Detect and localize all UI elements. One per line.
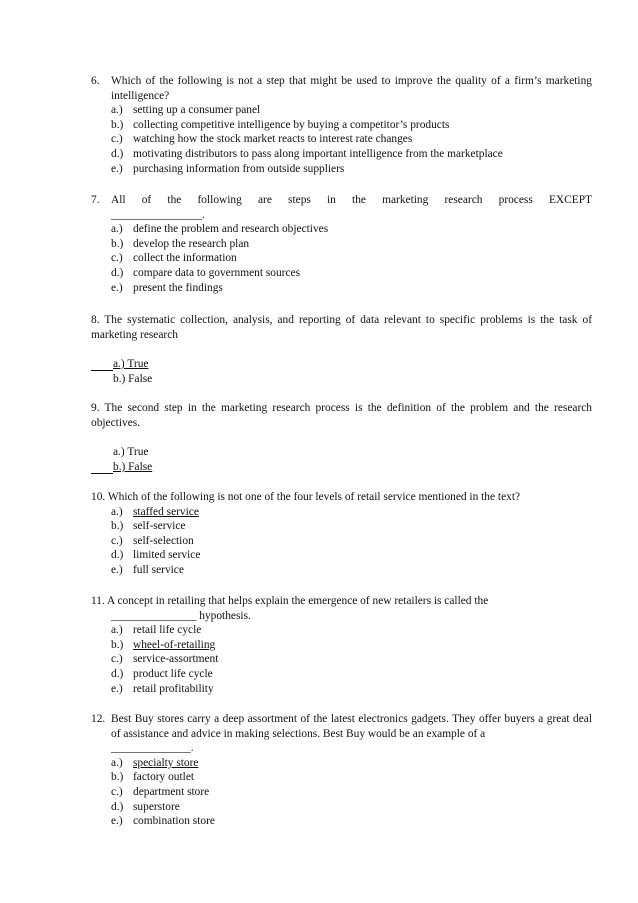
question-text: All of the following are steps in the marketing research process EXCEPT: [111, 194, 592, 206]
option-a: a.) specialty store: [111, 756, 199, 769]
option-d: d.) limited service: [111, 549, 201, 562]
option-e: e.) purchasing information from outside suppliers: [111, 162, 345, 175]
options-list: [111, 103, 592, 176]
options-list: [111, 756, 592, 829]
option-c: c.) collect the information: [111, 252, 237, 265]
options-list: [111, 505, 592, 578]
question-number: 12.: [91, 713, 106, 725]
option-d: d.) compare data to government sources: [111, 266, 300, 279]
option-a: a.) define the problem and research objectives: [111, 223, 329, 236]
question-text: 10. Which of the following is not one of the four levels of retail service mentioned in the text?: [91, 491, 521, 503]
option-e: e.) present the findings: [111, 281, 223, 294]
question-text: 11. A concept in retailing that helps explain the emergence of new retailers is called the: [91, 595, 489, 607]
option-true: a.) True: [113, 446, 149, 458]
answer-blank: _______________ hypothesis.: [111, 609, 251, 622]
option-c: c.) department store: [111, 785, 210, 798]
option-c: c.) self-selection: [111, 534, 194, 547]
question-11: [91, 594, 592, 696]
option-e: e.) full service: [111, 563, 184, 576]
option-false: b.) False: [91, 460, 152, 475]
question-8: 8. The systematic collection, analysis, and reporting of data relevant to specific problems is the task of marketing research: [91, 314, 592, 341]
option-a: a.) retail life cycle: [111, 624, 202, 637]
option-a: a.) setting up a consumer panel: [111, 104, 261, 117]
option-d: d.) product life cycle: [111, 667, 213, 680]
question-7: [91, 193, 592, 295]
option-b: b.) develop the research plan: [111, 237, 250, 250]
question-12: [91, 712, 592, 829]
question-10: [91, 490, 592, 578]
option-false: b.) False: [113, 373, 153, 385]
option-true: a.) True: [91, 357, 148, 372]
option-e: e.) combination store: [111, 815, 215, 828]
option-a: a.) staffed service: [111, 505, 199, 518]
option-c: c.) watching how the stock market reacts to interest rate changes: [111, 133, 413, 146]
option-b: b.) self-service: [111, 520, 186, 533]
answer-blank: ______________.: [111, 742, 194, 755]
option-b: b.) collecting competitive intelligence by buying a competitor’s products: [111, 118, 450, 131]
option-c: c.) service-assortment: [111, 653, 219, 666]
options-list: [111, 222, 592, 295]
options-list: [111, 623, 592, 696]
option-d: d.) superstore: [111, 800, 180, 813]
question-number: 7.: [91, 194, 100, 206]
option-b: b.) factory outlet: [111, 771, 195, 784]
question-text: Which of the following is not a step that might be used to improve the quality of a firm’s marketing intelligence?: [111, 75, 592, 102]
question-text: Best Buy stores carry a deep assortment of the latest electronics gadgets. They offer buyers a great deal of assistance and advice in making selections. Best Buy would be an example of a: [111, 713, 592, 740]
question-6: [91, 74, 592, 176]
question-number: 6.: [91, 75, 100, 87]
question-9: 9. The second step in the marketing research process is the definition of the problem and the research objectives.: [91, 402, 592, 429]
answer-blank: ________________.: [111, 208, 205, 221]
option-b: b.) wheel-of-retailing: [111, 638, 216, 651]
option-d: d.) motivating distributors to pass along important intelligence from the marketplace: [111, 147, 503, 160]
option-e: e.) retail profitability: [111, 682, 214, 695]
